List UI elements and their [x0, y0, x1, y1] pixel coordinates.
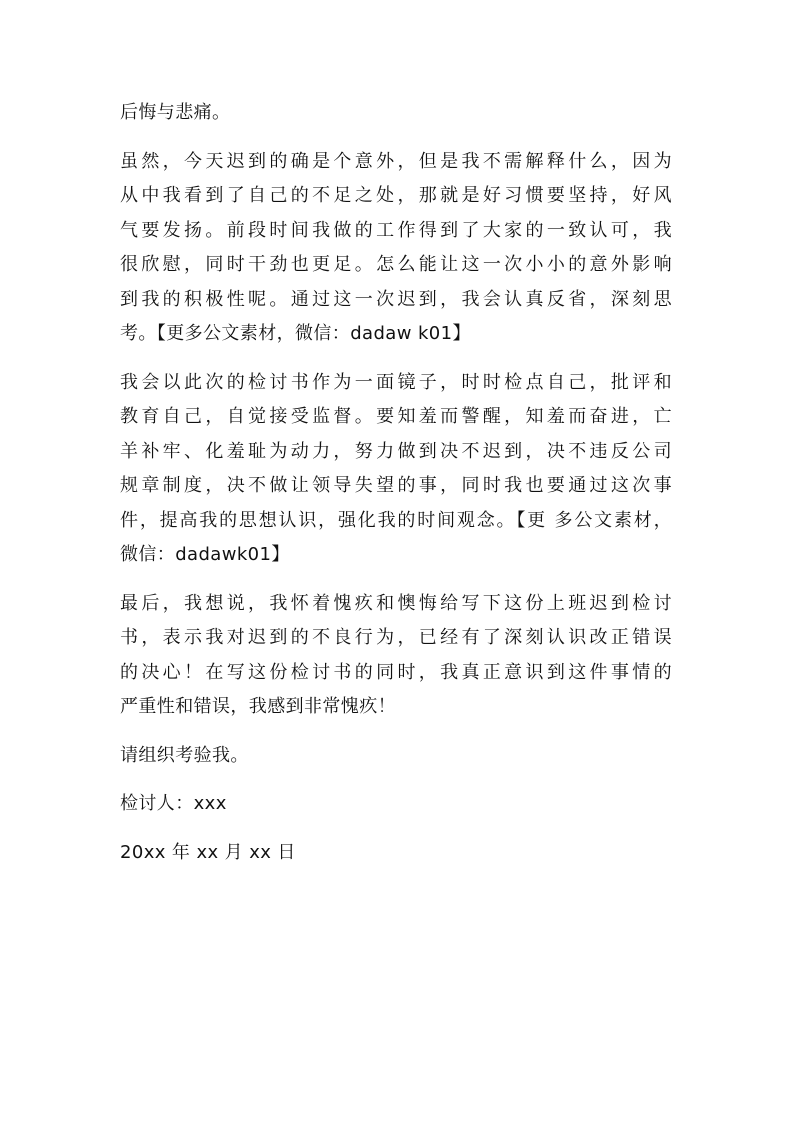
paragraph-finally: [120, 587, 672, 725]
paragraph-closing: [120, 739, 672, 774]
text-line: 羊补牢、化羞耻为动力，努力做到决不迟到，决不违反公司: [120, 440, 672, 462]
text-line: 我会以此次的检讨书作为一面镜子，时时检点自己，批评和: [120, 371, 672, 393]
text-line: 教育自己，自觉接受监督。要知羞而警醒，知羞而奋进，亡: [120, 406, 672, 427]
paragraph-regret: [120, 96, 672, 131]
text-line: 书，表示我对迟到的不良行为，已经有了深刻认识改正错误: [120, 627, 672, 648]
text-line: 微信：dadawk01】: [120, 544, 290, 565]
text-line: 虽然，今天迟到的确是个意外，但是我不需解释什么，因为: [120, 150, 672, 172]
text-line: 考。【更多公文素材，微信：dadaw k01】: [120, 323, 471, 344]
text-line: 最后，我想说，我怀着愧疚和懊悔给写下这份上班迟到检讨: [120, 592, 672, 614]
text-line: 到我的积极性呢。通过这一次迟到，我会认真反省，深刻思: [120, 288, 672, 310]
text-line: 严重性和错误，我感到非常愧疚！: [120, 696, 396, 717]
signature: [120, 787, 672, 822]
text-line: 请组织考验我。: [120, 744, 249, 766]
paragraph-accident: [120, 145, 672, 352]
document-body: [120, 96, 672, 870]
date: [120, 836, 672, 871]
text-line: 气要发扬。前段时间我做的工作得到了大家的一致认可，我: [120, 219, 672, 241]
text-line: 后悔与悲痛。: [120, 102, 231, 123]
text-line: 规章制度，决不做让领导失望的事，同时我也要通过这次事: [120, 475, 672, 496]
signature-line: 检讨人：xxx: [120, 793, 227, 814]
text-line: 从中我看到了自己的不足之处，那就是好习惯要坚持，好风: [120, 185, 672, 206]
paragraph-mirror: [120, 366, 672, 573]
text-line: 件，提高我的思想认识，强化我的时间观念。【更 多公文素材，: [120, 509, 672, 531]
text-line: 很欣慰，同时干劲也更足。怎么能让这一次小小的意外影响: [120, 254, 672, 275]
text-line: 的决心！在写这份检讨书的同时，我真正意识到这件事情的: [120, 661, 672, 683]
date-line: 20xx 年 xx 月 xx 日: [120, 841, 296, 863]
